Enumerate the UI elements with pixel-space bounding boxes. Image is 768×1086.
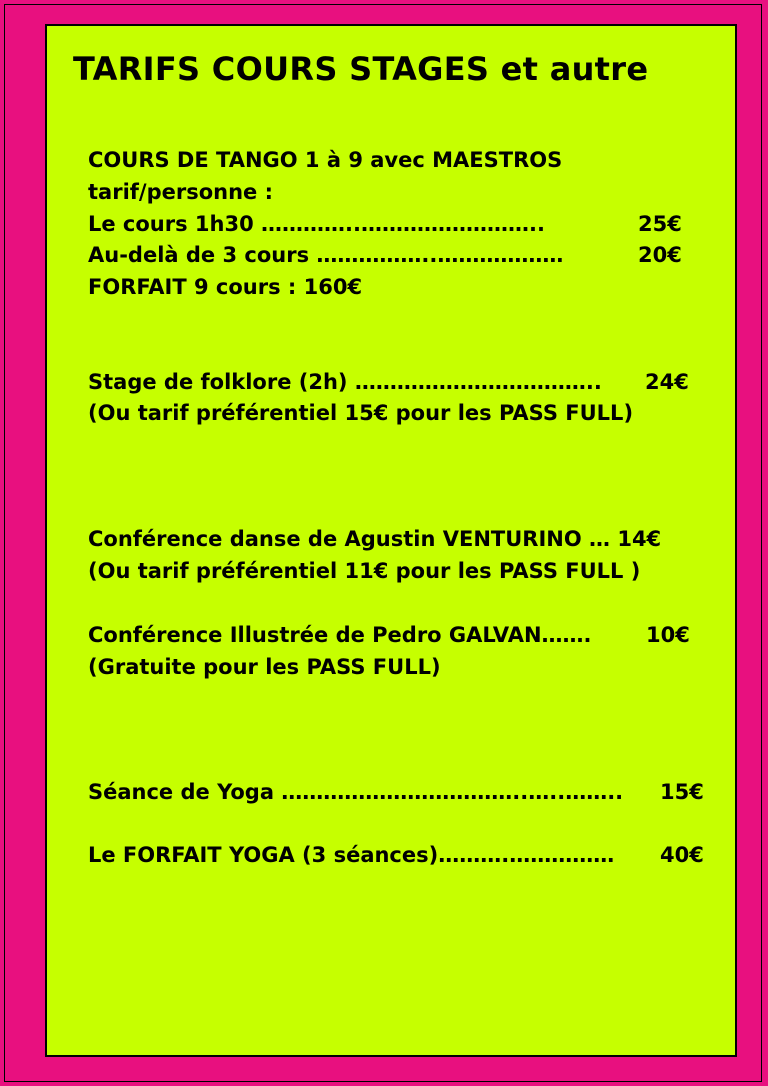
yoga-seance-price: 15€	[660, 780, 704, 804]
page-title: TARIFS COURS STAGES et autre	[73, 50, 649, 88]
tango-heading: COURS DE TANGO 1 à 9 avec MAESTROS	[88, 148, 563, 172]
conference-galvan-line: Conférence Illustrée de Pedro GALVAN…….	[88, 623, 592, 647]
folklore-line: Stage de folklore (2h) ……………………………..	[88, 370, 602, 394]
yoga-forfait-price: 40€	[660, 843, 704, 867]
tango-forfait: FORFAIT 9 cours : 160€	[88, 275, 363, 299]
conference-venturino-note: (Ou tarif préférentiel 11€ pour les PASS FULL )	[88, 559, 641, 583]
tango-line-cours: Le cours 1h30 …………..……………………..	[88, 212, 545, 236]
tango-price-cours: 25€	[638, 212, 682, 236]
tango-price-audela: 20€	[638, 243, 682, 267]
yoga-forfait-line: Le FORFAIT YOGA (3 séances)……….……………	[88, 843, 615, 867]
tango-line-audela: Au-delà de 3 cours ……………..………………	[88, 243, 564, 267]
tango-subheading: tarif/personne :	[88, 180, 273, 204]
conference-galvan-price: 10€	[646, 623, 690, 647]
conference-venturino-line: Conférence danse de Agustin VENTURINO … 14€	[88, 527, 662, 551]
folklore-note: (Ou tarif préférentiel 15€ pour les PASS FULL)	[88, 401, 634, 425]
conference-galvan-note: (Gratuite pour les PASS FULL)	[88, 655, 441, 679]
yoga-seance-line: Séance de Yoga ……………………………..…..……..	[88, 780, 624, 804]
folklore-price: 24€	[645, 370, 689, 394]
